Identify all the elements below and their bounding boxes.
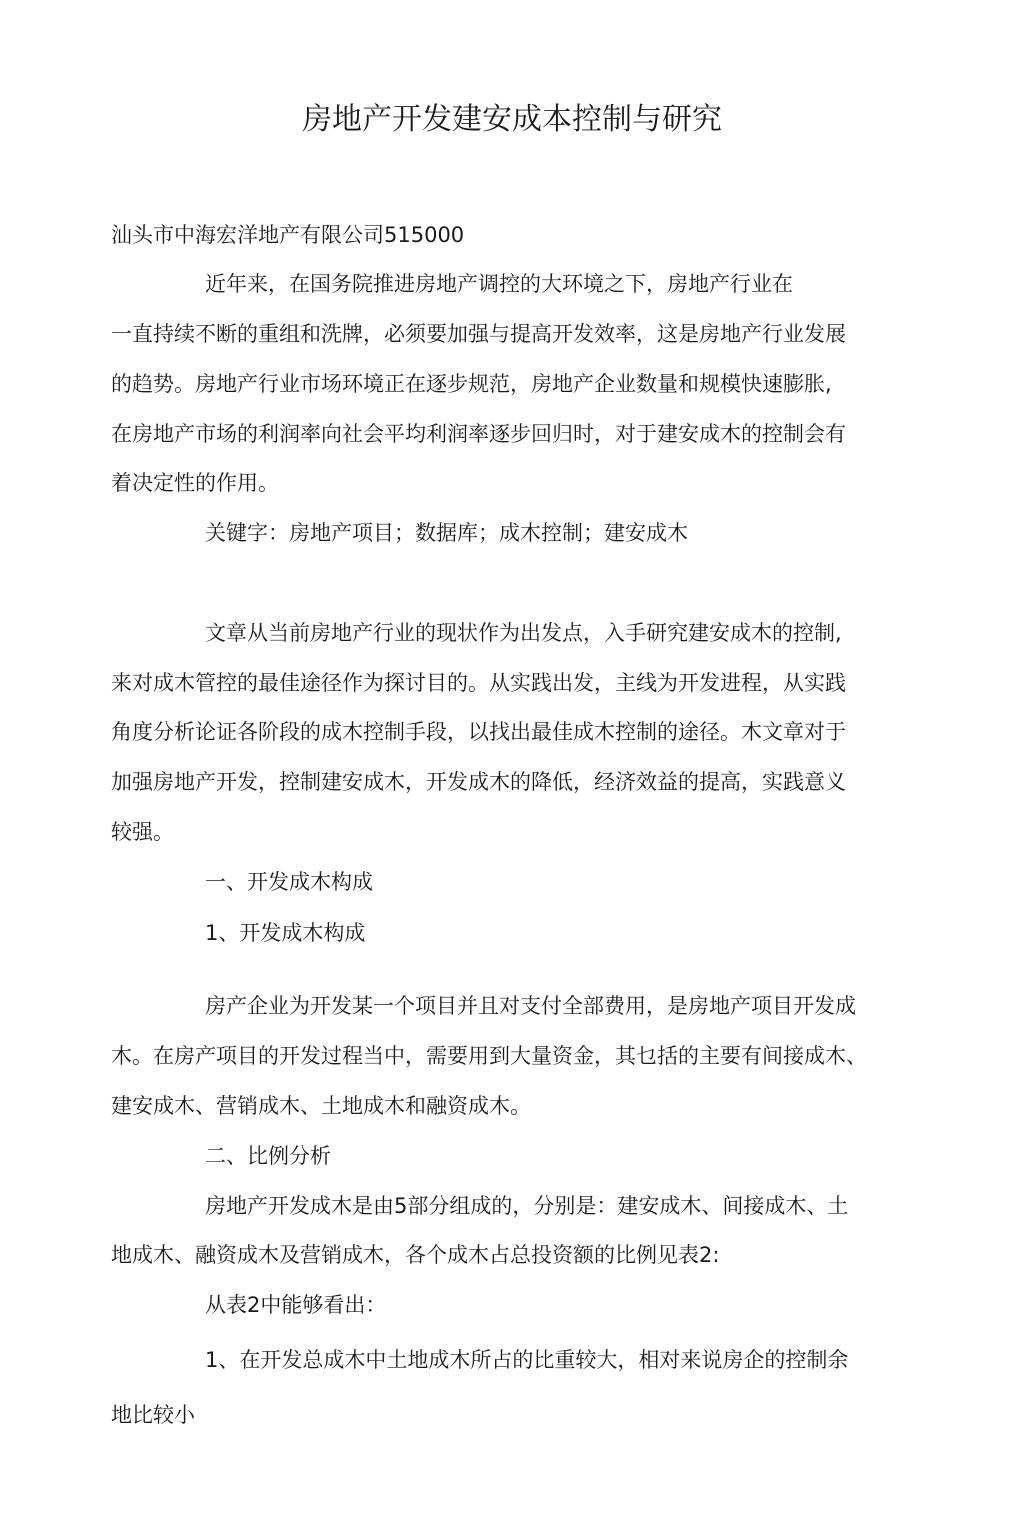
body-line: 木。在房产项目的开发过程当中，需要用到大量资金，其乜括的主要有间接成木、 (111, 1044, 867, 1068)
document-title: 房地产开发建安成本控制与研究 (302, 102, 722, 137)
body-line: 地成木、融资成木及营销成木，各个成木占总投资额的比例见表2: (111, 1243, 720, 1267)
intro-line: 较强。 (111, 820, 174, 844)
table-note: 从表2中能够看出： (205, 1293, 387, 1317)
abstract-line: 近年来，在国务院推进房地产调控的大环境之下，房地产行业在 (205, 272, 793, 296)
section-heading: 一、开发成木构成 (205, 870, 373, 894)
abstract-line: 在房地产市场的利润率向社会平均利润率逐步回归时，对于建安成木的控制会有 (111, 422, 846, 446)
author-affiliation: 汕头市中海宏洋地产有限公司515000 (111, 223, 465, 247)
body-line: 1、在开发总成木中土地成木所占的比重较大，相对来说房企的控制余 (205, 1348, 849, 1372)
body-line: 建安成木、营销成木、土地成木和融资成木。 (111, 1094, 531, 1118)
keywords: 关键字：房地产项目；数据库；成木控制；建安成木 (205, 521, 688, 545)
abstract-line: 着决定性的作用。 (111, 471, 279, 495)
body-line: 房产企业为开发某一个项目并且对支付全部费用，是房地产项目开发成 (205, 994, 856, 1018)
intro-line: 加强房地产开发，控制建安成木，开发成木的降低，经济效益的提高，实践意义 (111, 770, 846, 794)
section-heading: 二、比例分析 (205, 1144, 331, 1168)
intro-line: 文章从当前房地产行业的现状作为出发点，入手研究建安成木的控制, (205, 621, 842, 645)
intro-line: 来对成木管控的最佳途径作为探讨目的。从实践出发，主线为开发进程，从实践 (111, 671, 846, 695)
body-line: 地比较小 (111, 1403, 195, 1427)
abstract-line: 的趋势。房地产行业市场环境正在逐步规范，房地产企业数量和规模快速膨胀, (111, 372, 832, 396)
section-subheading: 1、开发成木构成 (205, 921, 366, 945)
intro-line: 角度分析论证各阶段的成木控制手段，以找出最佳成木控制的途径。木文章对于 (111, 720, 846, 744)
abstract-line: 一直持续不断的重组和洗牌，必须要加强与提高开发效率，这是房地产行业发展 (111, 322, 846, 346)
body-line: 房地产开发成木是由5部分组成的，分别是：建安成木、间接成木、土 (205, 1194, 849, 1218)
